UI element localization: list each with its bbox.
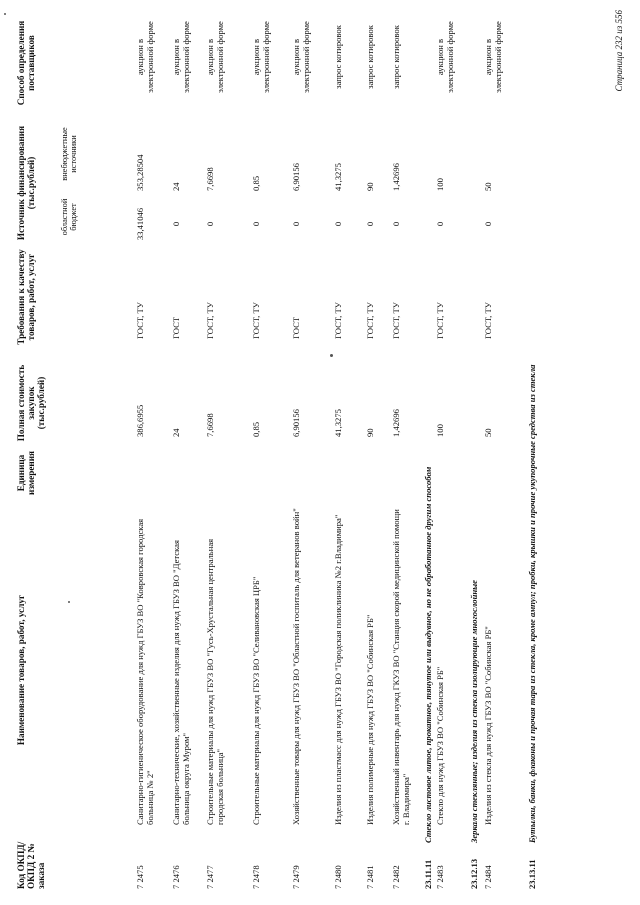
row-regional: 0 (365, 221, 375, 227)
row-method: аукцион в электронной форме (483, 21, 503, 93)
row-code: 7 2479 (291, 865, 301, 889)
row-method: аукцион в электронной форме (135, 21, 155, 93)
row-regional: 0 (333, 221, 343, 227)
row-requirements: ГОСТ, ТУ (251, 302, 261, 339)
header-name: Наименование товаров, работ, услуг (16, 594, 26, 746)
page-number: Страница 232 из 556 (614, 10, 624, 92)
row-method: аукцион в электронной форме (171, 21, 191, 93)
row-name: Стекло для нужд ГБУЗ ВО "Собинская РБ" (435, 666, 445, 825)
row-external: 90 (365, 182, 375, 191)
header-requirements: Требования к качеству товаров, работ, услуг (16, 249, 37, 345)
section-heading (528, 9, 538, 889)
row-name: Изделия из стекла для нужд ГБУЗ ВО "Собинская РБ" (483, 626, 493, 825)
row-name: Санитарно-гигиеническое оборудование для нужд ГБУЗ ВО "Ковровская городская больница № 2" (135, 518, 155, 825)
row-regional: 0 (391, 221, 401, 227)
row-code: 7 2476 (171, 865, 181, 889)
row-name: Строительные материалы для нужд ГБУЗ ВО "Гусь-Хрустальная центральная городская больница" (205, 538, 225, 825)
row-method: запрос котировок (391, 25, 401, 89)
row-cost: 6,90156 (291, 409, 301, 437)
row-external: 50 (483, 182, 493, 191)
row-code: 7 2481 (365, 865, 375, 889)
row-name: Строительные материалы для нужд ГБУЗ ВО "Селивановская ЦРБ" (251, 576, 261, 825)
row-method: аукцион в электронной форме (205, 21, 225, 93)
row-name: Хозяйственные товары для нужд ГБУЗ ВО "Областной госпиталь для ветеранов войн" (291, 508, 301, 825)
row-method: аукцион в электронной форме (251, 21, 271, 93)
row-regional: 33,41046 (135, 207, 145, 241)
header-fin-regional: областной бюджет (60, 198, 79, 236)
section-code: 23.13.11 (527, 859, 537, 889)
row-code: 7 2475 (135, 865, 145, 889)
row-cost: 386,6955 (135, 404, 145, 437)
row-requirements: ГОСТ, ТУ (435, 302, 445, 339)
row-regional: 0 (251, 221, 261, 227)
row-cost: 0,85 (251, 421, 261, 437)
scan-speck (68, 601, 70, 603)
row-cost: 50 (483, 428, 493, 437)
row-code: 7 2480 (333, 865, 343, 889)
header-fin-external: внебюджетные источники (60, 127, 79, 181)
row-code: 7 2482 (391, 865, 401, 889)
header-cost: Полная стоимость закупок (тыс.рублей) (16, 364, 47, 442)
row-external: 24 (171, 182, 181, 191)
scan-speck (330, 354, 333, 357)
section-heading (424, 9, 434, 889)
row-code: 7 2483 (435, 865, 445, 889)
row-external: 353,28504 (135, 154, 145, 191)
header-financing: Источник финансирования (тыс.рублей) (16, 125, 37, 241)
section-code: 23.11.11 (423, 859, 433, 889)
row-regional: 0 (291, 221, 301, 227)
row-requirements: ГОСТ (171, 316, 181, 339)
row-requirements: ГОСТ (291, 316, 301, 339)
row-method: аукцион в электронной форме (291, 21, 311, 93)
row-cost: 41,3275 (333, 409, 343, 437)
row-method: запрос котировок (365, 25, 375, 89)
row-requirements: ГОСТ, ТУ (205, 302, 215, 339)
row-method: аукцион в электронной форме (435, 21, 455, 93)
row-requirements: ГОСТ, ТУ (483, 302, 493, 339)
row-external: 7,6698 (205, 167, 215, 191)
section-heading (470, 9, 480, 889)
row-regional: 0 (205, 221, 215, 227)
section-title: Стекло листовое литое, прокатное, тянутое или выдувное, но не обработанное другим способом (423, 466, 433, 843)
row-cost: 7,6698 (205, 413, 215, 437)
row-method: запрос котировок (333, 25, 343, 89)
row-external: 6,90156 (291, 163, 301, 191)
row-name: Санитарно-технические, хозяйственные изделия для нужд ГБУЗ ВО "Детская больница округа Муром" (171, 540, 191, 825)
row-regional: 0 (483, 221, 493, 227)
header-unit: Единица измерения (16, 451, 37, 495)
row-requirements: ГОСТ, ТУ (333, 302, 343, 339)
row-external: 1,42696 (391, 163, 401, 191)
scan-speck (4, 13, 6, 15)
row-cost: 100 (435, 424, 445, 437)
row-code: 7 2484 (483, 865, 493, 889)
row-name: Хозяйственный инвентарь для нужд ГКУЗ ВО "Станция скорой медицинской помощи г. Владимира" (391, 509, 411, 825)
section-title: Зеркала стеклянные; изделия из стекла изолирующие многослойные (469, 580, 479, 843)
row-requirements: ГОСТ, ТУ (391, 302, 401, 339)
row-cost: 1,42696 (391, 409, 401, 437)
row-external: 100 (435, 178, 445, 191)
header-code: Код ОКПД/ ОКПД 2 № заказа (16, 841, 47, 889)
row-regional: 0 (435, 221, 445, 227)
row-code: 7 2478 (251, 865, 261, 889)
row-name: Изделия из пластмасс для нужд ГБУЗ ВО "Городская поликлиника №2 г.Владимира" (333, 514, 343, 825)
row-cost: 24 (171, 428, 181, 437)
row-regional: 0 (171, 221, 181, 227)
header-method: Способ определения поставщиков (16, 20, 37, 106)
row-name: Изделия полимерные для нужд ГБУЗ ВО "Собинская РБ" (365, 614, 375, 825)
row-requirements: ГОСТ, ТУ (135, 302, 145, 339)
row-cost: 90 (365, 428, 375, 437)
section-code: 23.12.13 (469, 858, 479, 889)
row-external: 0,85 (251, 175, 261, 191)
section-title: Бутылки, банки, флаконы и прочая тара из стекла, кроме ампул; пробки, крышки и прочие укупорочные средства из стекла (527, 364, 537, 843)
row-requirements: ГОСТ, ТУ (365, 302, 375, 339)
row-code: 7 2477 (205, 865, 215, 889)
row-external: 41,3275 (333, 163, 343, 191)
